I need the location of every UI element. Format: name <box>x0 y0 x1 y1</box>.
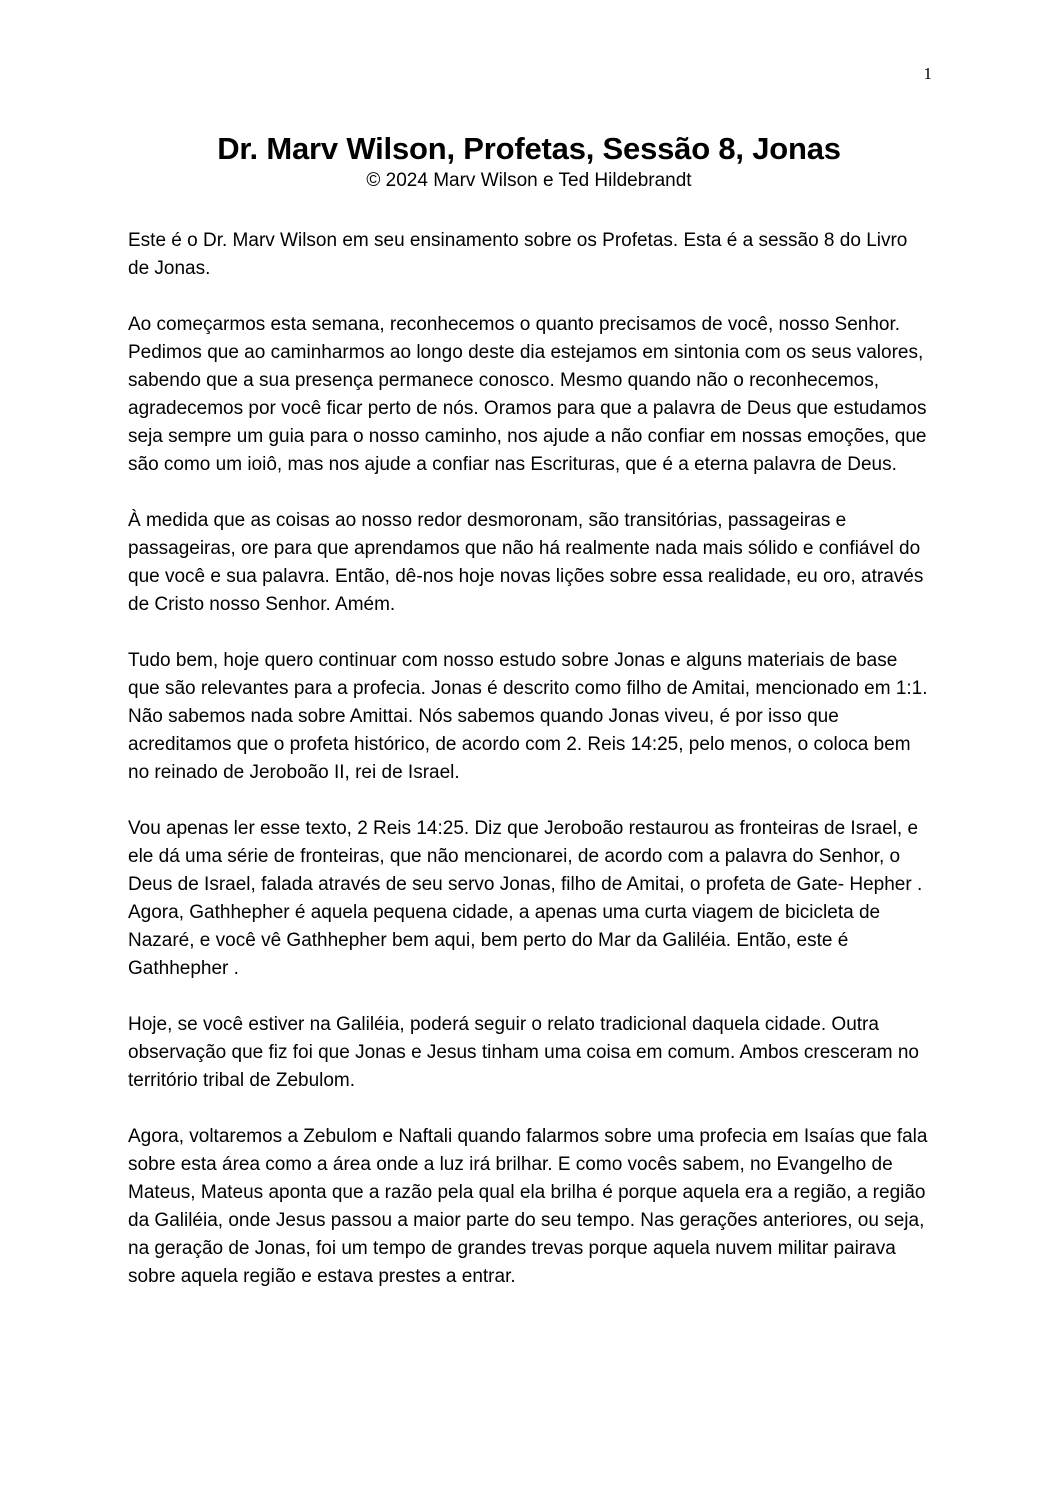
paragraph-zebulun-naphtali: Agora, voltaremos a Zebulom e Naftali quando falarmos sobre uma profecia em Isaías que fala sobre esta área como a área onde a luz irá brilhar. E como vocês sabem, no Evangelho de Mateus, Mateus aponta que a razão pela qual ela brilha é porque aquela era a região, a região da Galiléia, onde Jesus passou a maior parte do seu tempo. Nas gerações anteriores, ou seja, na geração de Jonas, foi um tempo de grandes trevas porque aquela nuvem militar pairava sobre aquela região e estava prestes a entrar. <box>128 1126 928 1287</box>
paragraph-intro: Este é o Dr. Marv Wilson em seu ensinamento sobre os Profetas. Esta é a sessão 8 do Livro de Jonas. <box>128 230 908 279</box>
paragraph-prayer: Ao começarmos esta semana, reconhecemos o quanto precisamos de você, nosso Senhor. Pedimos que ao caminharmos ao longo deste dia estejamos em sintonia com os seus valores, sabendo que a sua presença permanece conosco. Mesmo quando não o reconhecemos, agradecemos por você ficar perto de nós. Oramos para que a palavra de Deus que estudamos seja sempre um guia para o nosso caminho, nos ajude a não confiar em nossas emoções, que são como um ioiô, mas nos ajude a confiar nas Escrituras, que é a eterna palavra de Deus. <box>128 314 927 475</box>
document-header <box>0 130 1058 194</box>
paragraph-galilee: Hoje, se você estiver na Galiléia, poderá seguir o relato tradicional daquela cidade. Outra observação que fiz foi que Jonas e Jesus tinham uma coisa em comum. Ambos cresceram no território tribal de Zebulom. <box>128 1014 919 1091</box>
document-copyright: © 2024 Marv Wilson e Ted Hildebrandt <box>366 170 692 191</box>
document-body <box>128 227 932 1319</box>
paragraph-2-kings-text: Vou apenas ler esse texto, 2 Reis 14:25. Diz que Jeroboão restaurou as fronteiras de Israel, e ele dá uma série de fronteiras, que não mencionarei, de acordo com a palavra do Senhor, o Deus de Israel, falada através de seu servo Jonas, filho de Amitai, o profeta de Gate- Hepher . Agora, Gathhepher é aquela pequena cidade, a apenas uma curta viagem de bicicleta de Nazaré, e você vê Gathhepher bem aqui, bem perto do Mar da Galiléia. Então, este é Gathhepher . <box>128 818 923 979</box>
paragraph-jonah-background: Tudo bem, hoje quero continuar com nosso estudo sobre Jonas e alguns materiais de base que são relevantes para a profecia. Jonas é descrito como filho de Amitai, mencionado em 1:1. Não sabemos nada sobre Amittai. Nós sabemos quando Jonas viveu, é por isso que acreditamos que o profeta histórico, de acordo com 2. Reis 14:25, pelo menos, o coloca bem no reinado de Jeroboão II, rei de Israel. <box>128 650 928 783</box>
page-number: 1 <box>923 64 932 83</box>
paragraph-prayer-continued: À medida que as coisas ao nosso redor desmoronam, são transitórias, passageiras e passageiras, ore para que aprendamos que não há realmente nada mais sólido e confiável do que você e sua palavra. Então, dê-nos hoje novas lições sobre essa realidade, eu oro, através de Cristo nosso Senhor. Amém. <box>128 510 924 615</box>
document-title: Dr. Marv Wilson, Profetas, Sessão 8, Jonas <box>217 131 841 166</box>
